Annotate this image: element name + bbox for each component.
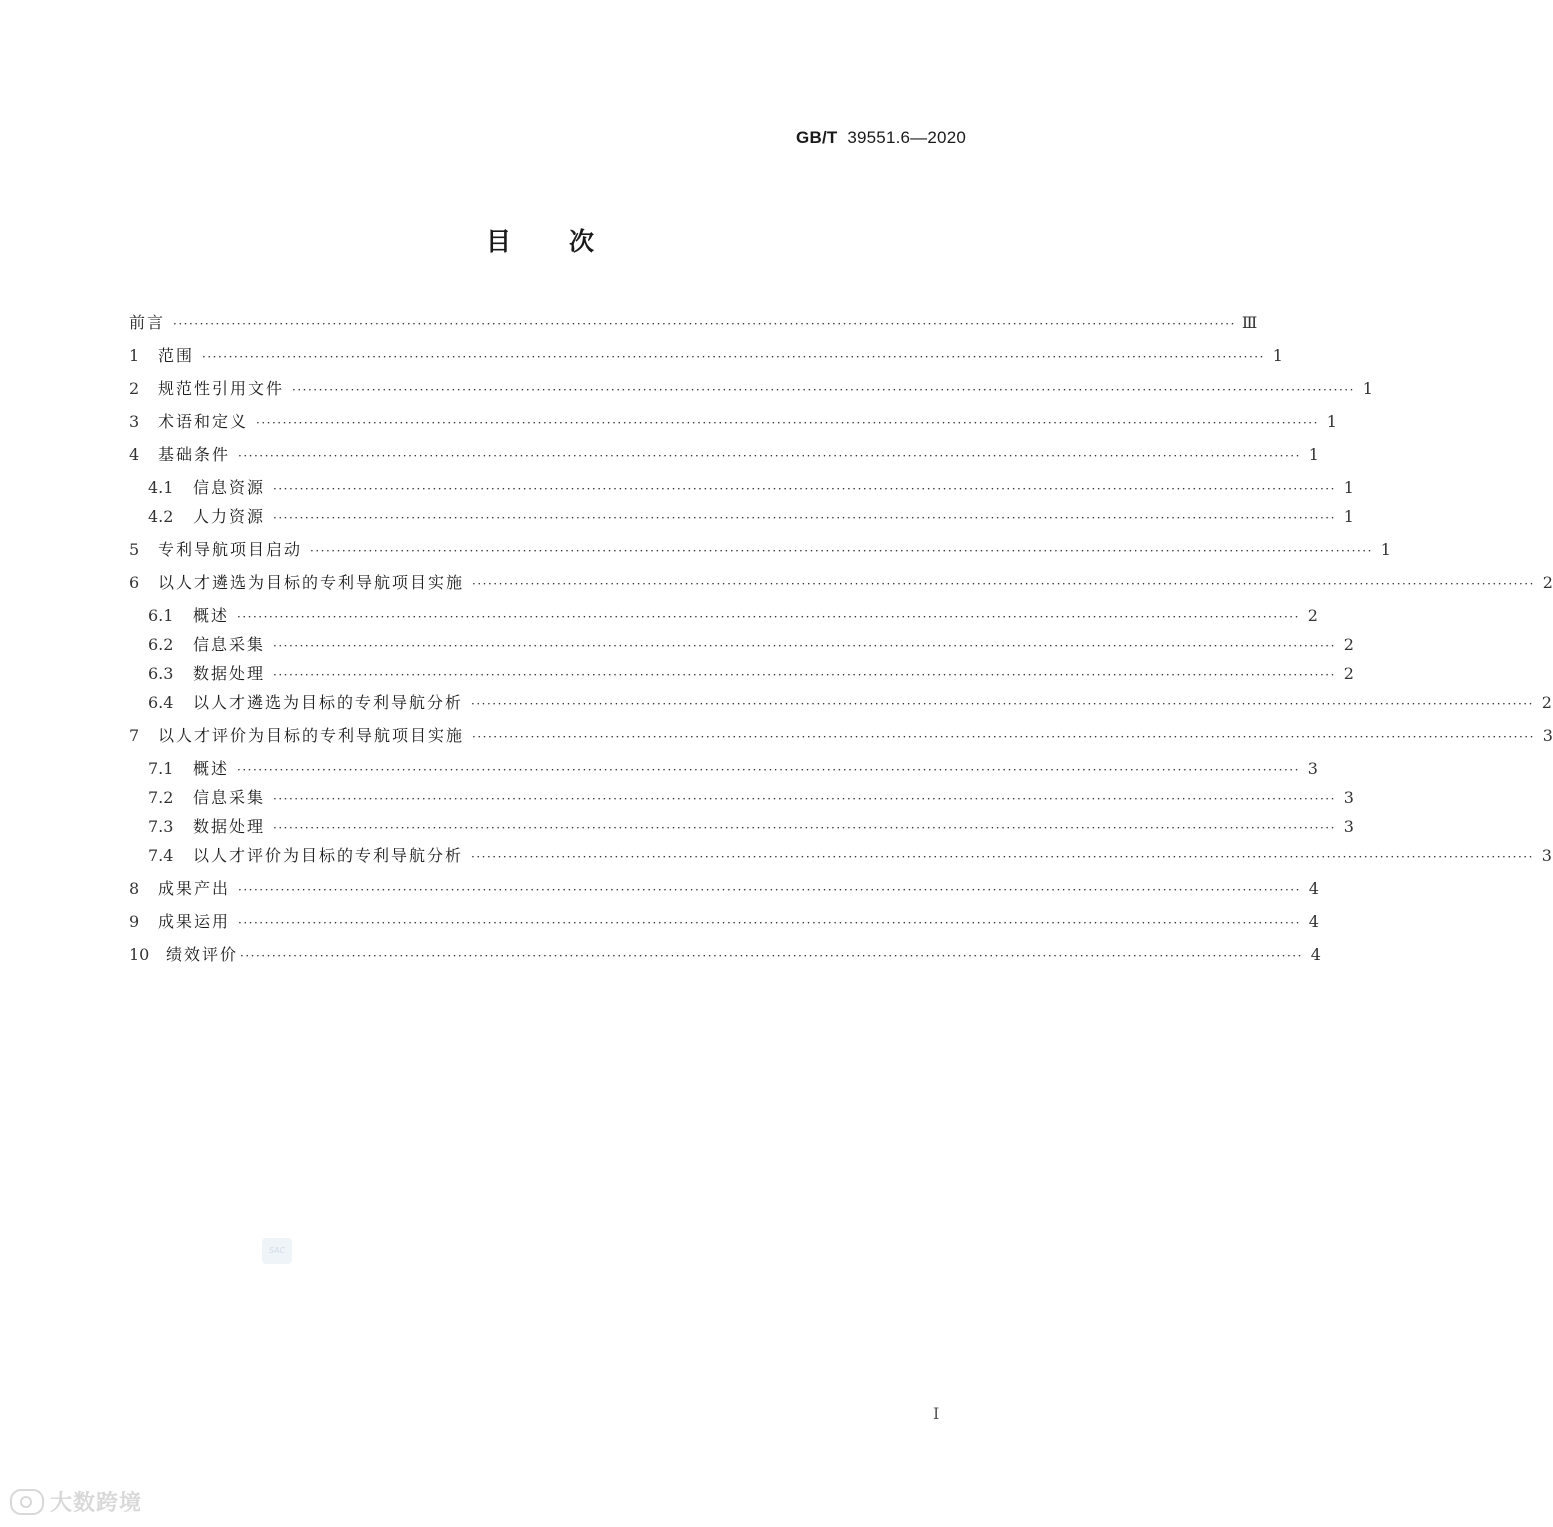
toc-entry-label: 前言 [129,313,166,332]
standard-prefix: GB/T [796,128,838,147]
toc-subentry[interactable] [148,756,1318,782]
toc-entry-number: 4.1 [148,478,174,497]
toc-entry-number: 9 [129,912,140,931]
toc-entry-page: Ⅲ [1241,313,1258,332]
toc-entry-label: 以人才遴选为目标的专利导航项目实施 [158,573,465,592]
toc-entry-number: 4 [129,445,140,464]
toc-entry-label: 范围 [158,346,195,365]
toc-leader-dots: ········································································································································································································ [237,763,1300,777]
toc-entry-number: 7 [129,726,140,745]
toc-leader-dots: ········································································································································································································ [273,821,1336,835]
brand-watermark [10,1486,142,1517]
toc-leader-dots: ········································································································································································································ [238,449,1301,463]
toc-leader-dots: ········································································································································································································ [273,639,1336,653]
toc-entry-number: 7.4 [148,846,174,865]
toc-entry-number: 1 [129,346,140,365]
toc-leader-dots: ········································································································································································································ [471,850,1534,864]
toc-entry-number: 2 [129,379,140,398]
toc-entry-number: 7.3 [148,817,174,836]
toc-entry-page: 1 [1326,412,1337,431]
toc-entry[interactable] [129,909,1319,935]
toc-entry-label: 基础条件 [158,445,231,464]
toc-leader-dots: ········································································································································································································ [273,668,1336,682]
toc-entry-number: 10 [129,945,150,964]
toc-entry-number: 3 [129,412,140,431]
toc-entry-page: 2 [1542,573,1553,592]
toc-entry-label: 概述 [193,759,230,778]
toc-entry-page: 3 [1307,759,1318,778]
sac-watermark-logo [262,1238,292,1264]
toc-entry-label: 数据处理 [193,664,266,683]
toc-entry[interactable] [129,409,1337,435]
toc-entry-page: 4 [1308,879,1319,898]
toc-entry-label: 以人才评价为目标的专利导航分析 [193,846,464,865]
toc-leader-dots: ········································································································································································································ [256,416,1319,430]
page-title: 目次 [485,227,652,256]
toc-subentry[interactable] [148,603,1318,629]
toc-entry[interactable] [129,537,1391,563]
toc-entry-number: 5 [129,540,140,559]
toc-entry-label: 成果产出 [158,879,231,898]
toc-entry-label: 信息采集 [193,635,266,654]
toc-entry[interactable] [129,442,1319,468]
toc-entry-page: 3 [1343,788,1354,807]
toc-entry[interactable] [129,723,1553,749]
toc-entry-page: 2 [1307,606,1318,625]
toc-entry-label: 信息资源 [193,478,266,497]
toc-entry-page: 4 [1308,912,1319,931]
toc-entry-label: 术语和定义 [158,412,249,431]
toc-entry[interactable] [129,876,1319,902]
toc-leader-dots: ········································································································································································································ [173,317,1236,331]
toc-subentry[interactable] [148,690,1552,716]
toc-entry-page: 1 [1380,540,1391,559]
toc-entry-label: 以人才评价为目标的专利导航项目实施 [158,726,465,745]
toc-leader-dots: ········································································································································································································ [471,697,1534,711]
toc-subentry[interactable] [148,814,1354,840]
toc-entry-page: 4 [1310,945,1321,964]
toc-subentry[interactable] [148,632,1354,658]
standard-number: 39551.6—2020 [847,128,966,147]
page-number: I [933,1404,940,1423]
toc-entry-page: 3 [1343,817,1354,836]
toc-entry-label: 成果运用 [158,912,231,931]
toc-entry-label: 信息采集 [193,788,266,807]
toc-subentry[interactable] [148,785,1354,811]
toc-subentry[interactable] [148,504,1354,530]
toc-subentry[interactable] [148,843,1552,869]
toc-entry[interactable] [129,570,1553,596]
toc-entry-page: 3 [1542,726,1553,745]
toc-entry-page: 1 [1362,379,1373,398]
toc-entry-page: 2 [1343,635,1354,654]
toc-entry-page: 1 [1308,445,1319,464]
toc-leader-dots: ········································································································································································································ [472,577,1535,591]
toc-entry-number: 8 [129,879,140,898]
toc-entry-label: 以人才遴选为目标的专利导航分析 [193,693,464,712]
toc-entry-page: 2 [1343,664,1354,683]
toc-entry-page: 1 [1343,507,1354,526]
toc-leader-dots: ········································································································································································································ [237,610,1300,624]
toc-entry-number: 6.3 [148,664,174,683]
toc-entry-number: 6.4 [148,693,174,712]
toc-entry-page: 3 [1541,846,1552,865]
toc-entry-label: 专利导航项目启动 [158,540,303,559]
standard-code [796,128,966,148]
toc-entry-number: 7.1 [148,759,174,778]
brand-text: 大数跨境 [50,1491,143,1516]
toc-entry-label: 人力资源 [193,507,266,526]
toc-leader-dots: ········································································································································································································ [273,482,1336,496]
toc-subentry[interactable] [148,661,1354,687]
toc-entry-number: 6.1 [148,606,174,625]
toc-leader-dots: ········································································································································································································ [240,949,1303,963]
toc-entry-page: 1 [1272,346,1283,365]
toc-leader-dots: ········································································································································································································ [238,883,1301,897]
toc-entry-number: 6 [129,573,140,592]
toc-leader-dots: ········································································································································································································ [202,350,1265,364]
toc-subentry[interactable] [148,475,1354,501]
watermark-text: SAC [268,1246,286,1255]
brand-logo-icon [10,1489,44,1515]
toc-leader-dots: ········································································································································································································ [472,730,1535,744]
toc-entry-number: 4.2 [148,507,174,526]
toc-entry-label: 数据处理 [193,817,266,836]
toc-entry[interactable] [129,343,1283,369]
toc-leader-dots: ········································································································································································································ [273,792,1336,806]
toc-leader-dots: ········································································································································································································ [310,544,1373,558]
toc-entry-number: 6.2 [148,635,174,654]
toc-leader-dots: ········································································································································································································ [292,383,1355,397]
toc-entry[interactable] [129,376,1373,402]
toc-entry-label: 概述 [193,606,230,625]
toc-leader-dots: ········································································································································································································ [238,916,1301,930]
toc-entry-page: 2 [1541,693,1552,712]
toc-entry-label: 绩效评价 [166,945,239,964]
toc-entry[interactable] [129,310,1258,336]
toc-entry-label: 规范性引用文件 [158,379,285,398]
toc-leader-dots: ········································································································································································································ [273,511,1336,525]
toc-entry-page: 1 [1343,478,1354,497]
toc-entry[interactable] [129,942,1321,968]
toc-entry-number: 7.2 [148,788,174,807]
